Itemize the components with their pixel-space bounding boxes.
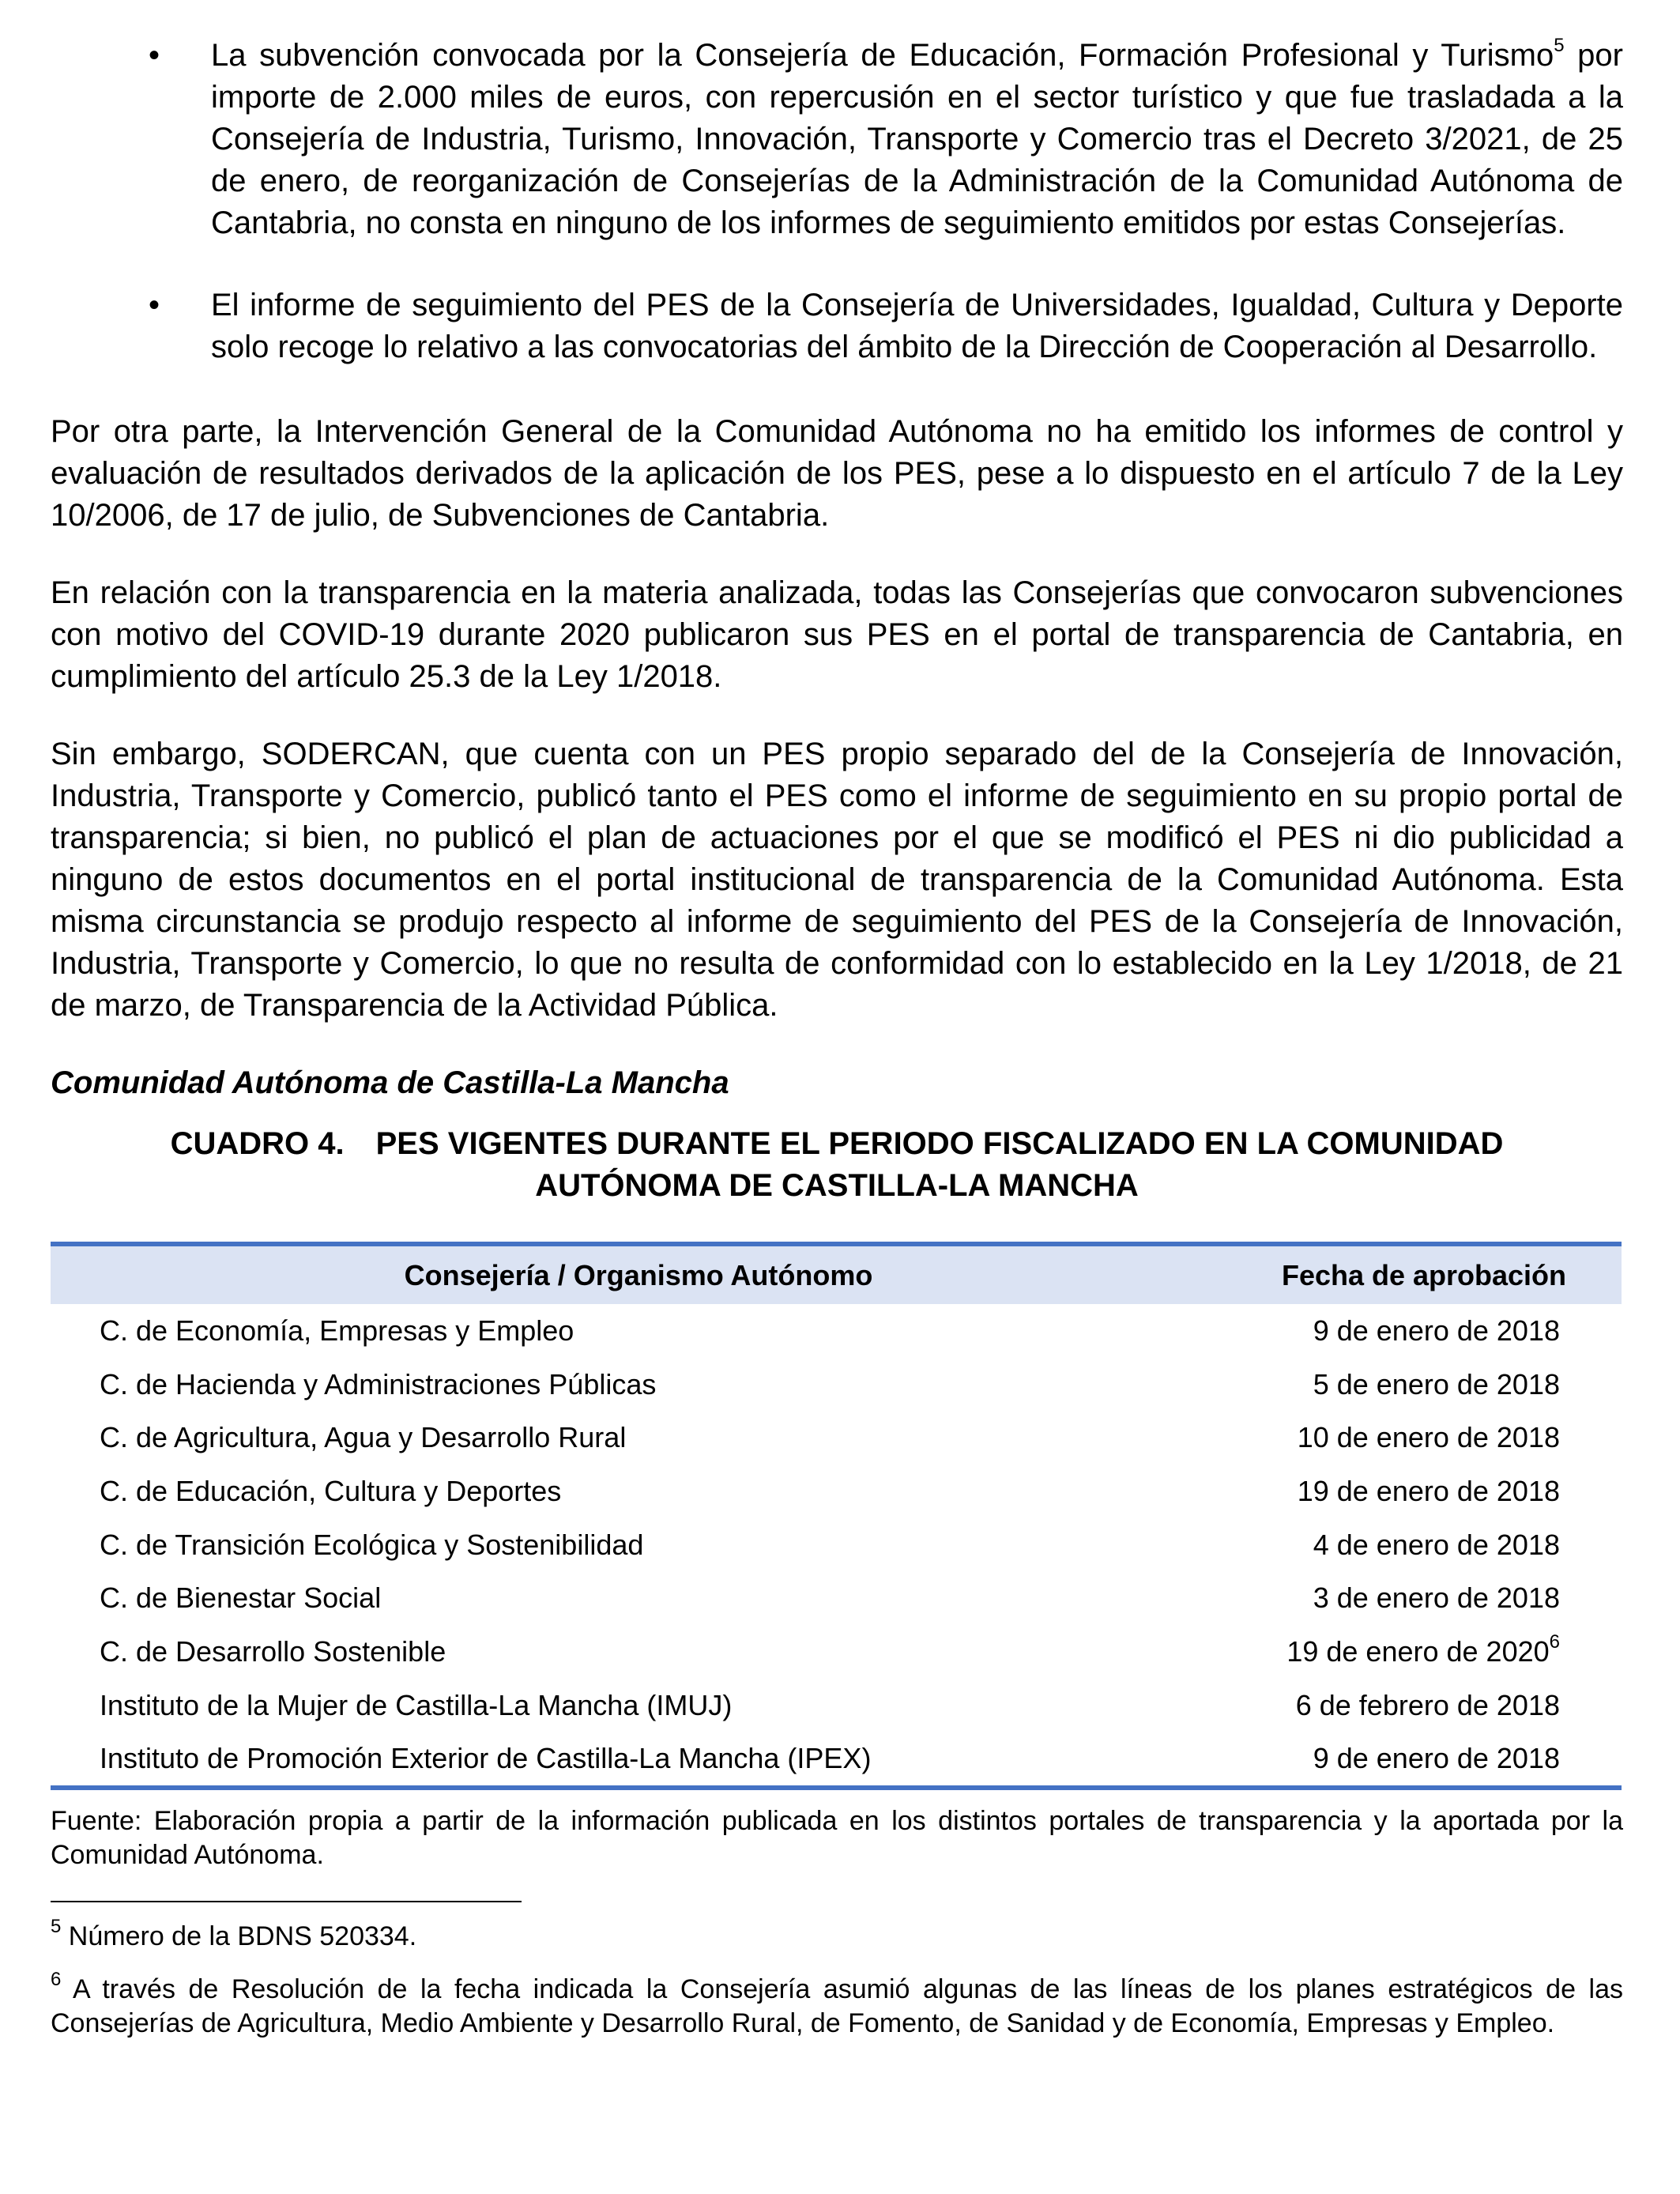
date-cell: 4 de enero de 2018 — [1313, 1528, 1560, 1561]
bullet-text: La subvención convocada por la Consejería de Educación, Formación Profesional y Turismo$^5$ por importe de 2.000 miles de euros, con repercusión en el sector turístico y que fue trasladada a la Consejería de Industria, Turismo, Innovación, Transporte y Comercio tras el Decreto 3/2021, de 25 de enero, de reorganización de Consejerías de la Administración de la Comunidad Autónoma de Cantabria, no consta en ninguno de los informes de seguimiento emitidos por estas Consejerías. — [211, 34, 1623, 240]
bullet-icon: • — [149, 288, 160, 322]
date-cell: 3 de enero de 2018 — [1313, 1581, 1560, 1615]
entity-cell: C. de Educación, Cultura y Deportes — [100, 1474, 562, 1507]
entity-cell: Instituto de Promoción Exterior de Castilla-La Mancha (IPEX) — [51, 1732, 1226, 1789]
bullet-item — [51, 285, 1623, 368]
page-content — [51, 35, 1623, 2060]
date-cell: 9 de enero de 2018 — [1226, 1732, 1622, 1789]
entity-cell: C. de Economía, Empresas y Empleo — [100, 1314, 574, 1347]
footnote-ref[interactable]: 5 — [1554, 34, 1565, 56]
table-row — [51, 1518, 1622, 1572]
footnote-mark: 5 — [51, 1915, 62, 1937]
column-header: Fecha de aprobación — [1226, 1244, 1622, 1304]
table-row — [51, 1358, 1622, 1412]
date-cell: 9 de enero de 2018 — [1313, 1314, 1560, 1347]
bullet-icon: • — [149, 38, 160, 73]
table-row — [51, 1465, 1622, 1518]
column-header: Consejería / Organismo Autónomo — [51, 1244, 1226, 1304]
table-header-row — [51, 1244, 1622, 1304]
section-heading: Comunidad Autónoma de Castilla-La Mancha — [51, 1065, 729, 1100]
bullet-list — [51, 35, 1623, 368]
table-row — [51, 1571, 1622, 1625]
footnote-separator — [51, 1901, 522, 1902]
paragraph: Por otra parte, la Intervención General de la Comunidad Autónoma no ha emitido los informes de control y evaluación de resultados derivados de la aplicación de los PES, pese a lo dispuesto en el artículo 7 de la Ley 10/2006, de 17 de julio, de Subvenciones de Cantabria. — [51, 414, 1623, 533]
footnote: $^5$ Número de la BDNS 520334. — [51, 1915, 417, 1952]
table-row — [51, 1679, 1622, 1732]
table-number: CUADRO 4. — [170, 1126, 345, 1161]
table-row — [51, 1732, 1622, 1789]
date-cell: 5 de enero de 2018 — [1313, 1367, 1560, 1400]
entity-cell: C. de Transición Ecológica y Sostenibilidad — [100, 1528, 644, 1561]
footnote-mark: 6 — [51, 1968, 62, 1990]
table-source: Fuente: Elaboración propia a partir de la información publicada en los distintos portales de transparencia y la aportada por la Comunidad Autónoma. — [51, 1806, 1623, 1871]
pes-table — [51, 1242, 1622, 1790]
date-cell: 10 de enero de 2018 — [1297, 1421, 1560, 1454]
entity-cell: C. de Desarrollo Sostenible — [100, 1634, 446, 1668]
date-cell: 19 de enero de 2020$^6$ — [1286, 1630, 1560, 1668]
paragraph: En relación con la transparencia en la materia analizada, todas las Consejerías que convocaron subvenciones con motivo del COVID-19 durante 2020 publicaron sus PES en el portal de transparencia de Cantabria, en cumplimiento del artículo 25.3 de la Ley 1/2018. — [51, 575, 1623, 694]
bullet-item — [51, 35, 1623, 244]
footnote: $^6$ A través de Resolución de la fecha indicada la Consejería asumió algunas de las líneas de los planes estratégicos de las Consejerías de Agricultura, Medio Ambiente y Desarrollo Rural, de Fomento, de Sanidad y de Economía, Empresas y Empleo. — [51, 1968, 1623, 2039]
table-title: PES VIGENTES DURANTE EL PERIODO FISCALIZADO EN LA COMUNIDAD AUTÓNOMA DE CASTILLA-LA MANCHA — [375, 1126, 1504, 1203]
table-row — [51, 1625, 1622, 1679]
entity-cell: C. de Hacienda y Administraciones Públicas — [100, 1367, 657, 1400]
table-caption — [51, 1123, 1623, 1207]
paragraph: Sin embargo, SODERCAN, que cuenta con un PES propio separado del de la Consejería de Innovación, Industria, Transporte y Comercio, publicó tanto el PES como el informe de seguimiento en su propio portal de transparencia; si bien, no publicó el plan de actuaciones por el que se modificó el PES ni dio publicidad a ninguno de estos documentos en el portal institucional de transparencia de la Comunidad Autónoma. Esta misma circunstancia se produjo respecto al informe de seguimiento del PES de la Consejería de Innovación, Industria, Transporte y Comercio, lo que no resulta de conformidad con lo establecido en la Ley 1/2018, de 21 de marzo, de Transparencia de la Actividad Pública. — [51, 737, 1623, 1023]
entity-cell: C. de Bienestar Social — [100, 1581, 382, 1615]
bullet-text: El informe de seguimiento del PES de la Consejería de Universidades, Igualdad, Cultura y Deporte solo recoge lo relativo a las convocatorias del ámbito de la Dirección de Cooperación al Desarrollo. — [211, 288, 1623, 364]
entity-cell: Instituto de la Mujer de Castilla-La Mancha (IMUJ) — [100, 1688, 733, 1721]
table-row — [51, 1411, 1622, 1465]
footnote-ref[interactable]: 6 — [1549, 1630, 1560, 1653]
entity-cell: C. de Agricultura, Agua y Desarrollo Rural — [100, 1421, 627, 1454]
table-row — [51, 1304, 1622, 1358]
date-cell: 19 de enero de 2018 — [1297, 1474, 1560, 1507]
date-cell: 6 de febrero de 2018 — [1295, 1688, 1560, 1721]
